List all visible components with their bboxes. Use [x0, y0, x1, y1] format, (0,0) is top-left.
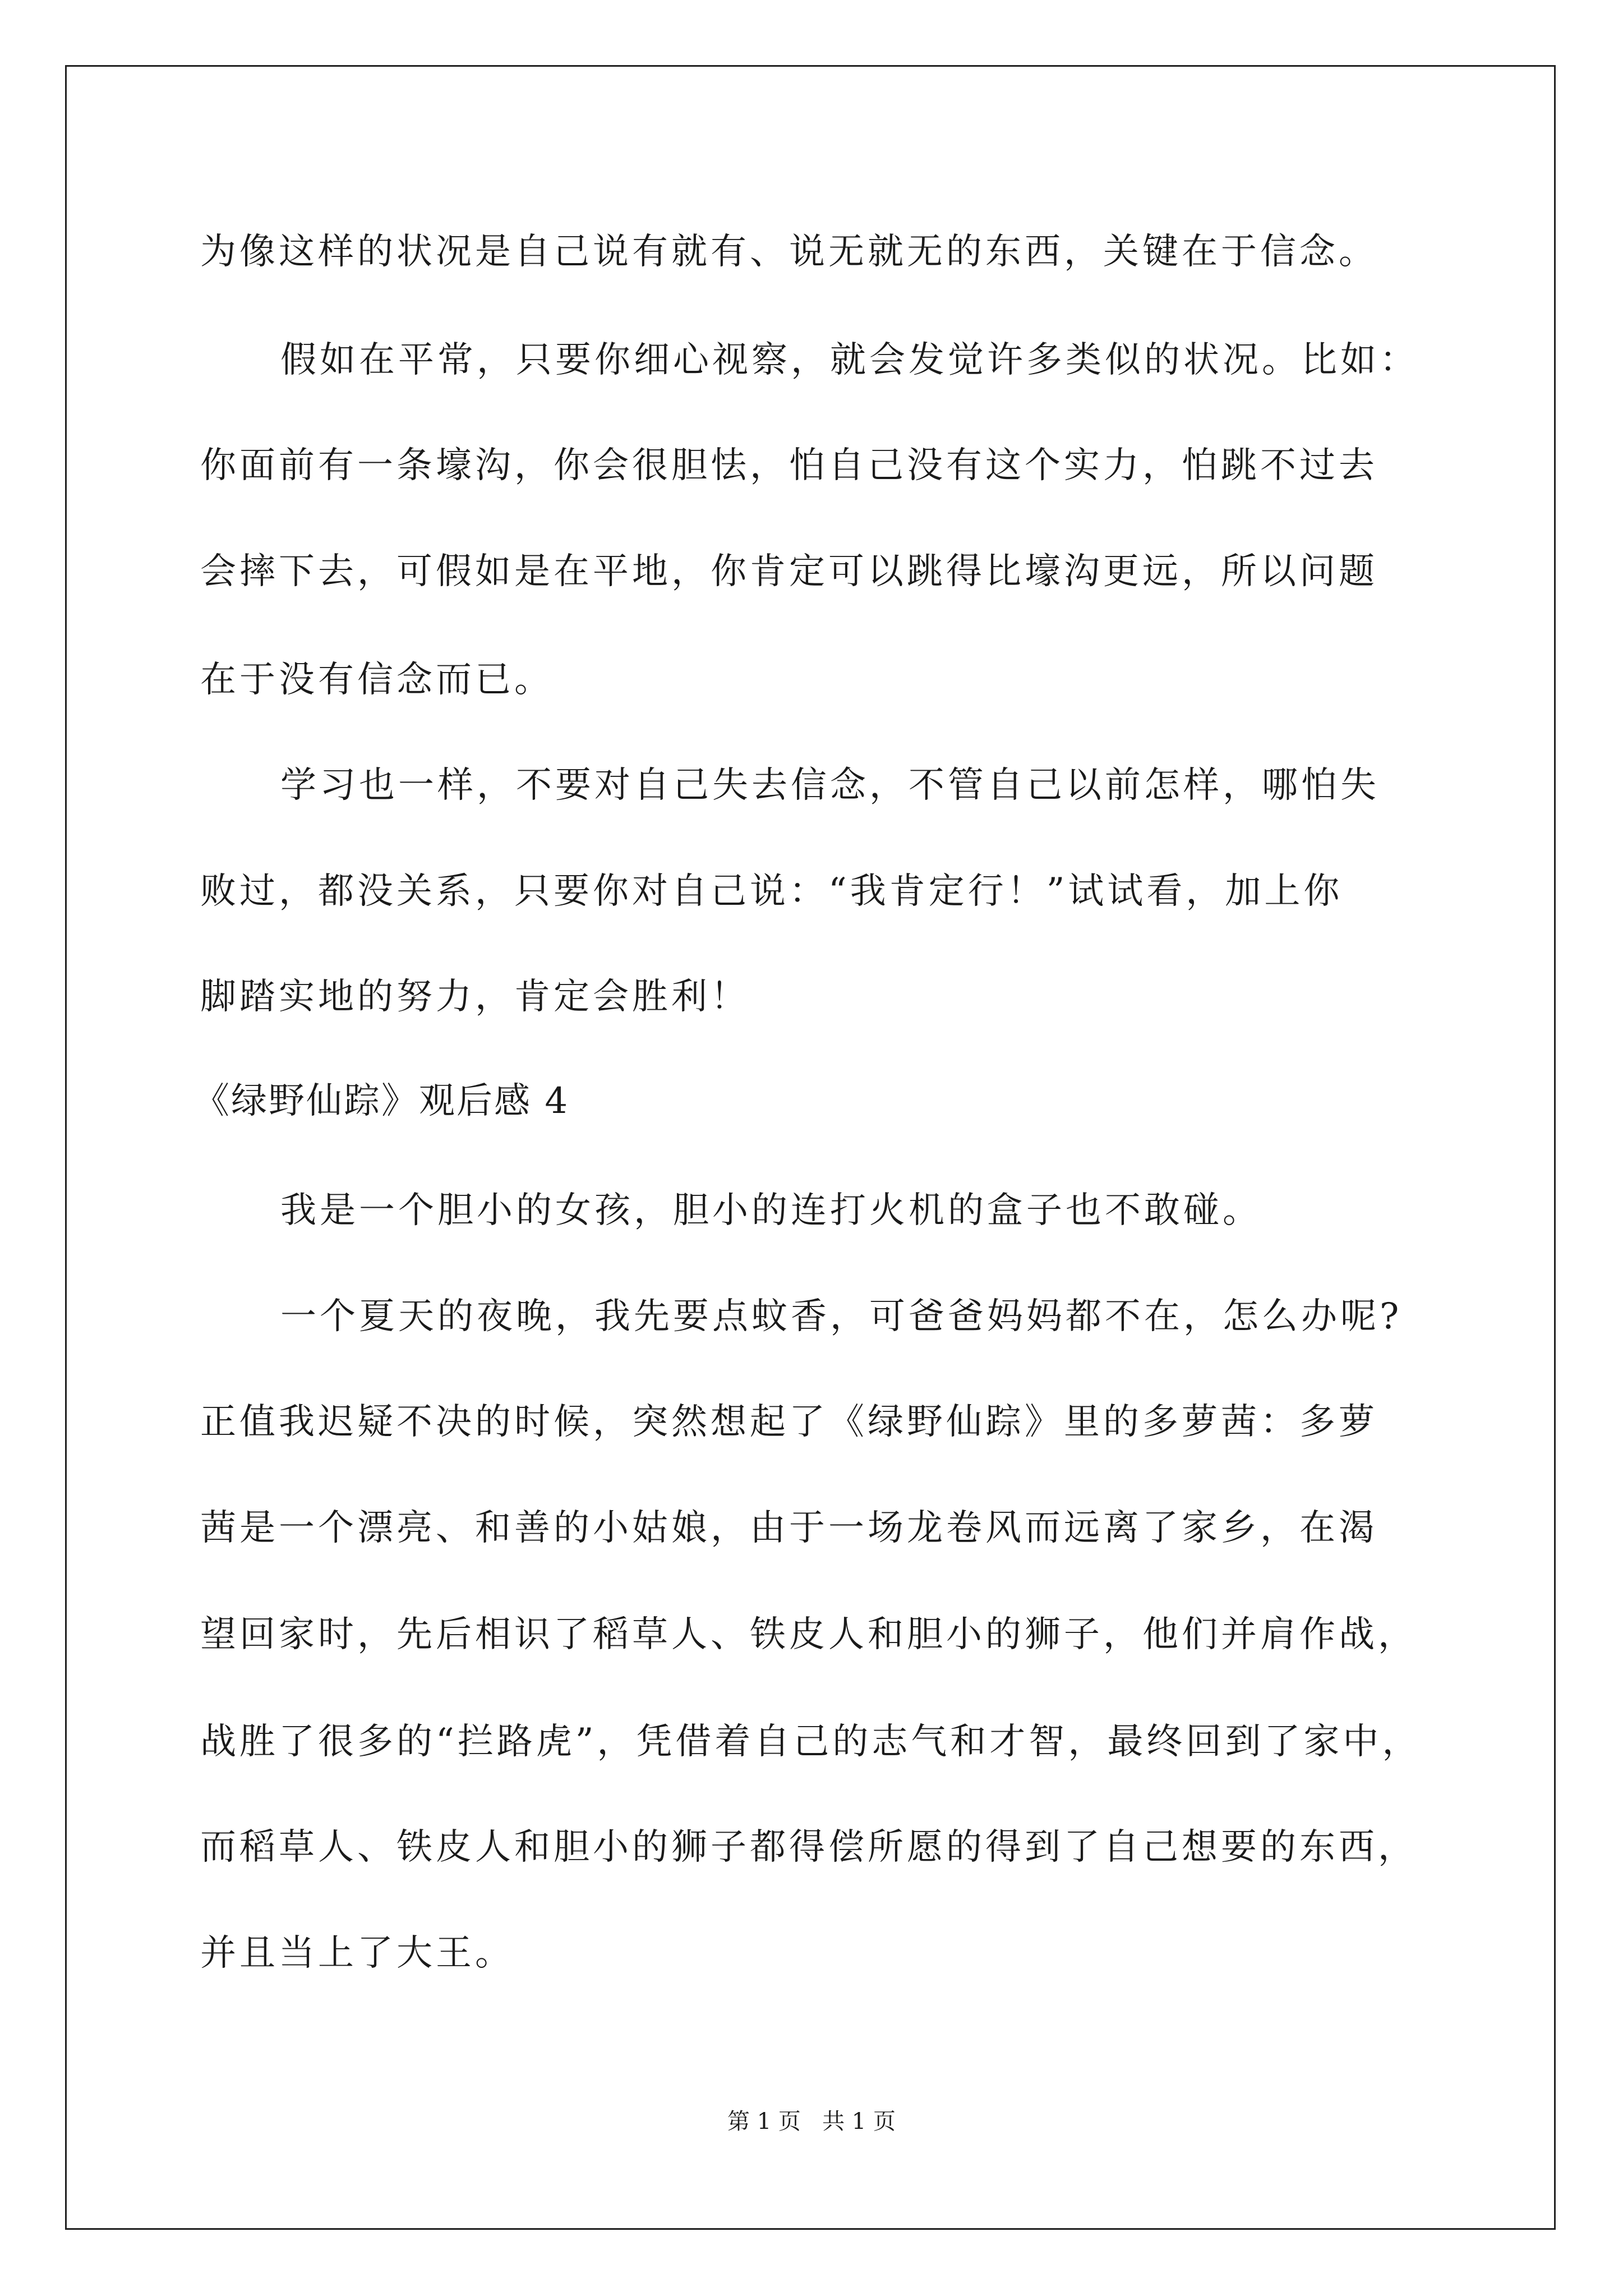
- text-line-3: 你面前有一条壕沟，你会很胆怯，怕自己没有这个实力，怕跳不过去: [200, 445, 1378, 486]
- text-line-5: 在于没有信念而已。: [200, 659, 554, 701]
- text-line-9: 我是一个胆小的女孩，胆小的连打火机的盒子也不敢碰。: [280, 1190, 1262, 1231]
- text-line-2: 假如在平常，只要你细心视察，就会发觉许多类似的状况。比如：: [280, 339, 1419, 381]
- text-line-16: 并且当上了大王。: [200, 1932, 514, 1974]
- page-border: [65, 65, 1556, 2230]
- text-line-12: 茜是一个漂亮、和善的小姑娘，由于一场龙卷风而远离了家乡，在渴: [200, 1507, 1378, 1549]
- text-line-8: 脚踏实地的努力，肯定会胜利！: [200, 976, 750, 1018]
- text-line-13: 望回家时，先后相识了稻草人、铁皮人和胆小的狮子，他们并肩作战，: [200, 1614, 1417, 1655]
- text-line-14: 战胜了很多的“拦路虎”，凭借着自己的志气和才智，最终回到了家中，: [200, 1721, 1422, 1763]
- text-line-4: 会摔下去，可假如是在平地，你肯定可以跳得比壕沟更远，所以问题: [200, 551, 1378, 592]
- text-line-6: 学习也一样，不要对自己失去信念，不管自己以前怎样，哪怕失: [280, 765, 1380, 806]
- section-heading: 《绿野仙踪》观后感 4: [193, 1080, 570, 1122]
- text-line-10: 一个夏天的夜晚，我先要点蚊香，可爸爸妈妈都不在，怎么办呢?: [280, 1296, 1403, 1337]
- text-line-11: 正值我迟疑不决的时候，突然想起了《绿野仙踪》里的多萝茜：多萝: [200, 1401, 1378, 1443]
- text-line-7: 败过，都没关系，只要你对自己说：“我肯定行！”试试看，加上你: [200, 871, 1343, 912]
- text-line-15: 而稻草人、铁皮人和胆小的狮子都得偿所愿的得到了自己想要的东西，: [200, 1826, 1417, 1868]
- page-footer: 第 1 页 共 1 页: [727, 2109, 896, 2134]
- text-line-1: 为像这样的状况是自己说有就有、说无就无的东西，关键在于信念。: [200, 231, 1378, 273]
